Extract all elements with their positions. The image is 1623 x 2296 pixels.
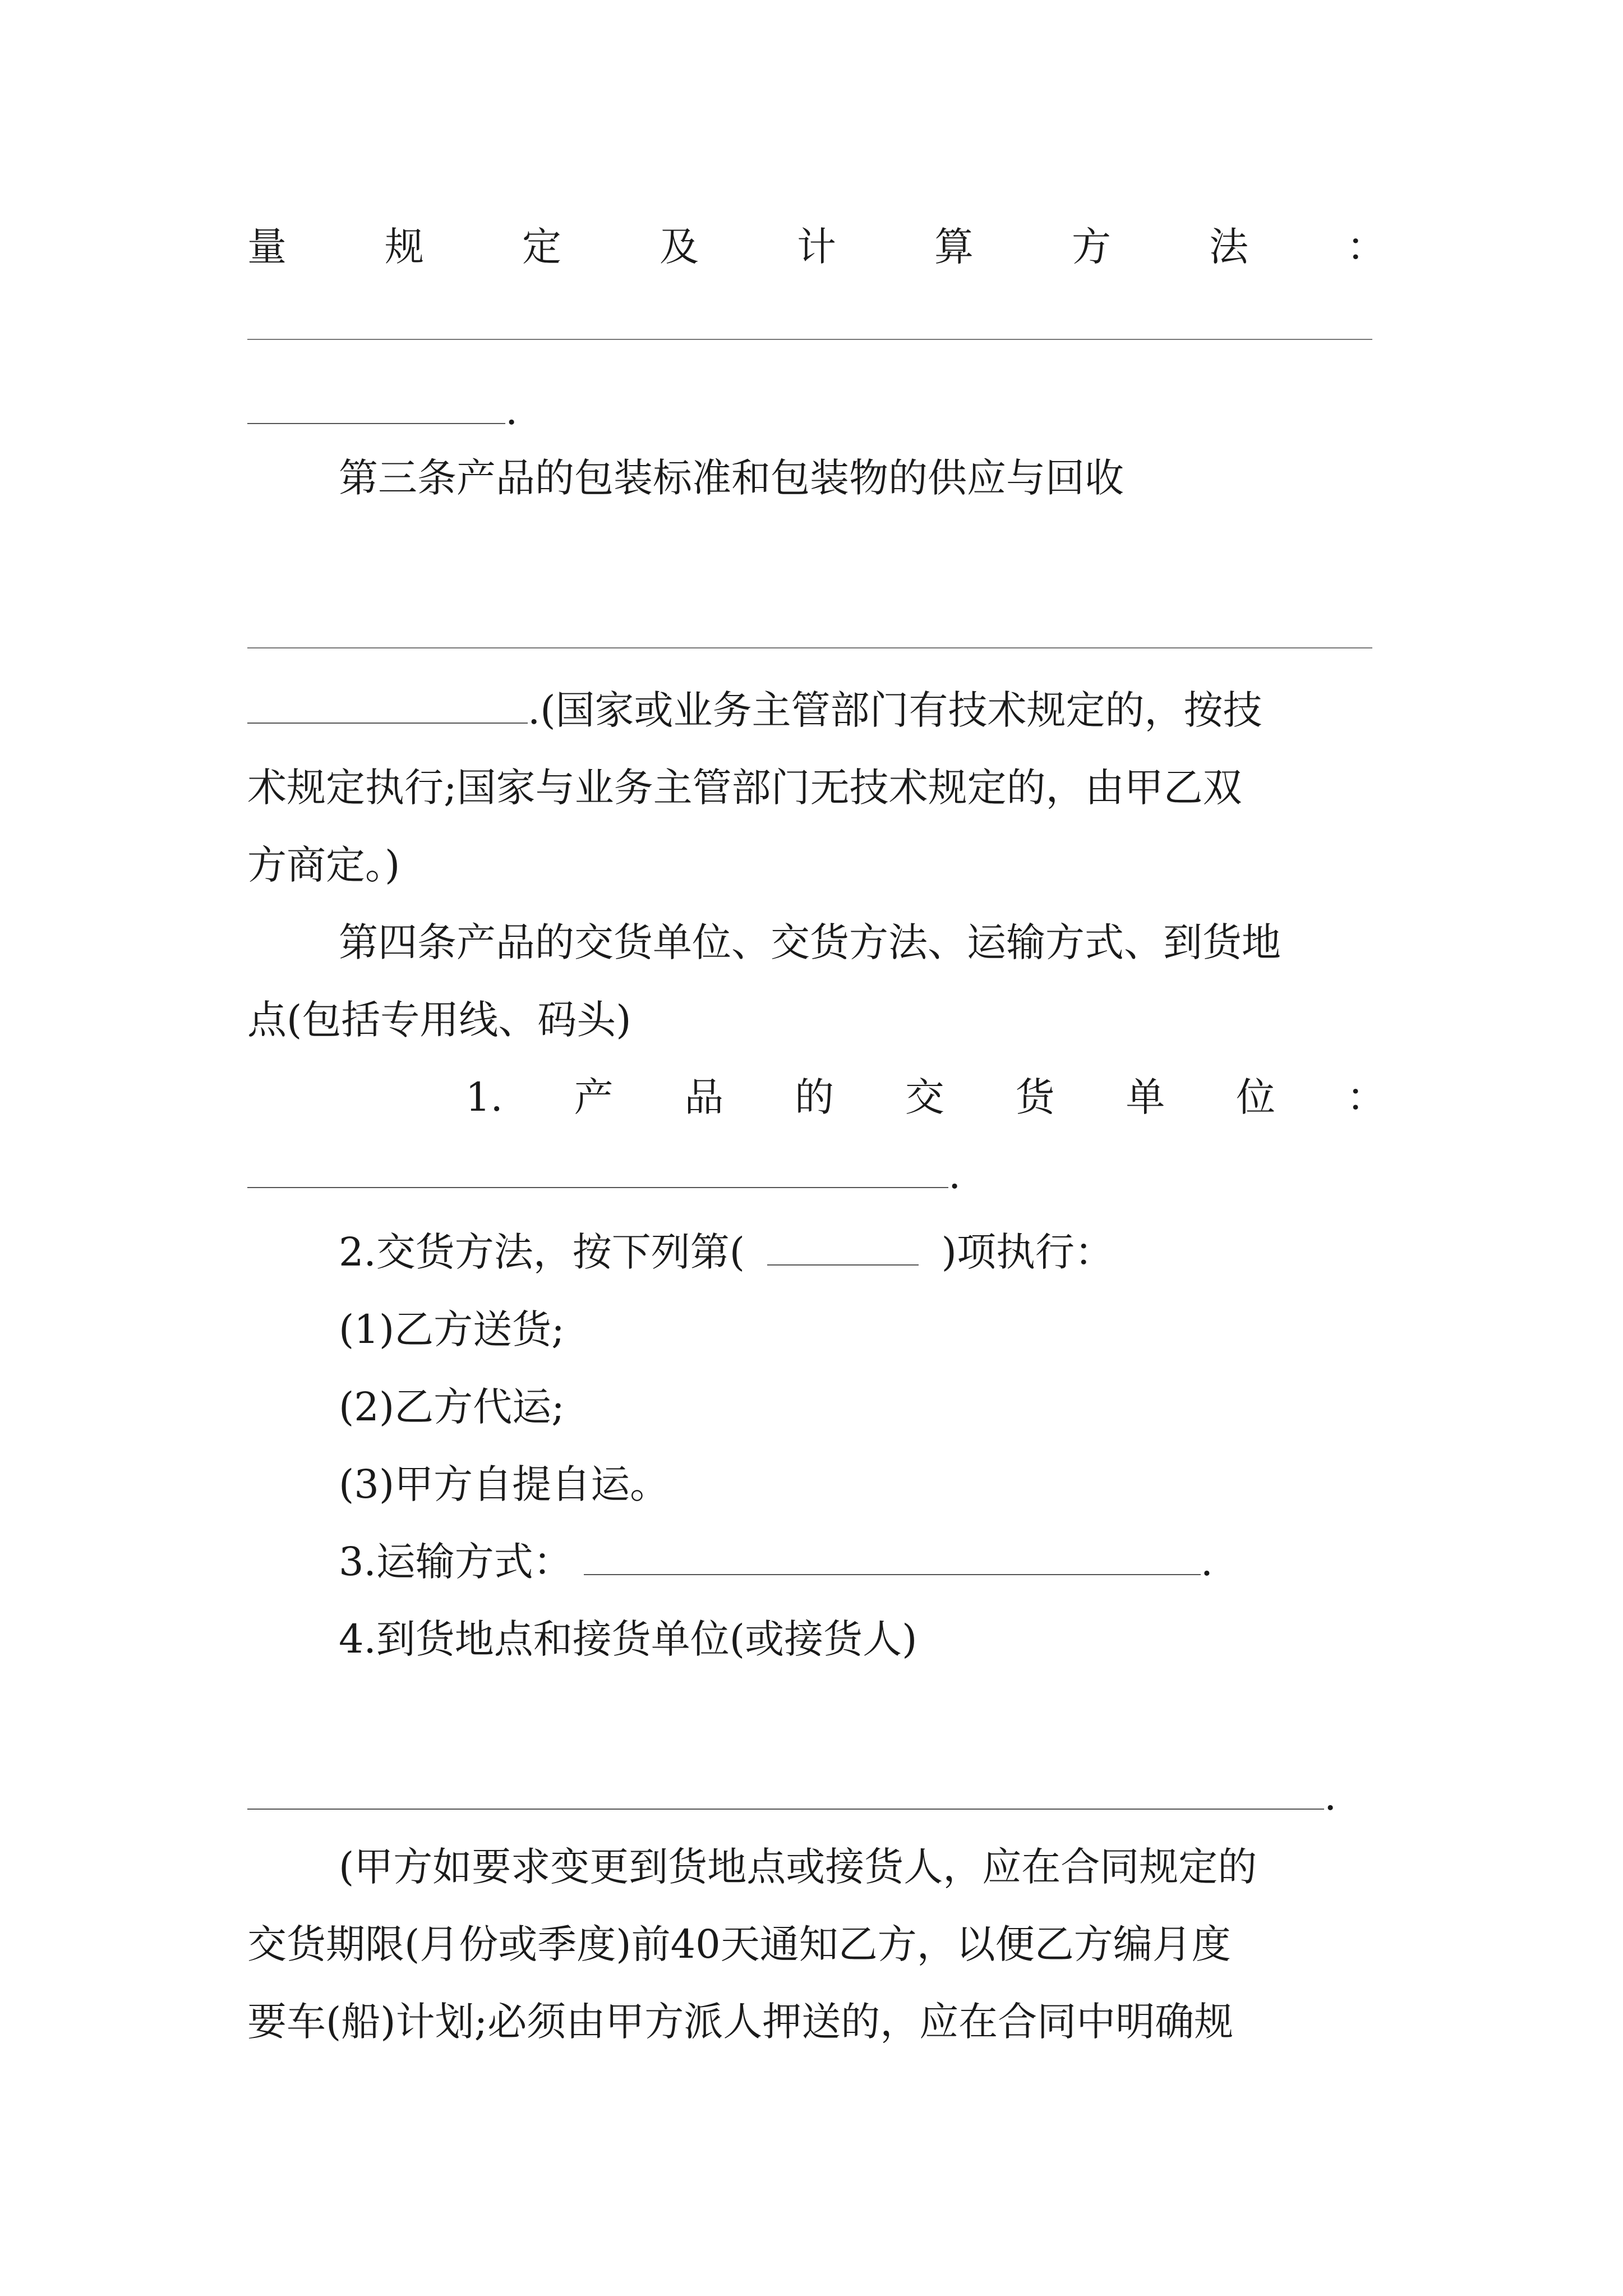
char: 及: [660, 224, 699, 270]
article-3-para-line-3: 方商定。): [247, 842, 400, 888]
item-4-fill-line: [247, 1769, 1389, 1823]
period: .: [1324, 1773, 1337, 1819]
char: 法: [1209, 224, 1248, 270]
period: .: [948, 1152, 961, 1198]
article-3-heading: 第三条产品的包装标准和包装物的供应与回收: [339, 455, 1124, 501]
char: 定: [522, 224, 561, 270]
article-4-heading-line-1: 第四条产品的交货单位、交货方法、运输方式、到货地: [339, 919, 1281, 965]
article-3-para-line-2: 术规定执行;国家与业务主管部门无技术规定的，由甲乙双: [247, 765, 1242, 811]
char: 规: [385, 224, 424, 270]
period: .: [1200, 1539, 1214, 1585]
blank-underline: [247, 387, 505, 424]
char: 品: [684, 1074, 724, 1120]
text: 3.运输方式：: [339, 1539, 573, 1585]
item-1-line: [465, 1070, 1386, 1124]
text: .(国家或业务主管部门有技术规定的，按技: [528, 687, 1262, 733]
article-4-heading-line-2: 点(包括专用线、码头): [247, 997, 631, 1043]
note-line-3: 要车(船)计划;必须由甲方派人押送的，应在合同中明确规: [247, 1999, 1234, 2045]
char: 方: [1072, 224, 1111, 270]
blank-underline: [247, 687, 528, 724]
option-1: (1)乙方送货;: [339, 1306, 565, 1352]
char: 交: [905, 1074, 944, 1120]
char: 1.: [465, 1074, 503, 1120]
option-3: (3)甲方自提自运。: [339, 1461, 670, 1507]
measurement-method-line: [247, 220, 1386, 274]
item-2-line: [339, 1225, 1480, 1279]
item-4-line: 4.到货地点和接货单位(或接货人): [339, 1616, 917, 1662]
item-3-line: [339, 1535, 1480, 1589]
article-3-para-line-1: [247, 683, 1389, 737]
char: 的: [795, 1074, 834, 1120]
fill-in-line: [247, 339, 1372, 340]
blank-underline: [247, 1151, 948, 1188]
note-line-2: 交货期限(月份或季度)前40天通知乙方，以便乙方编月度: [247, 1921, 1231, 1967]
fill-in-line: [247, 647, 1372, 648]
blank-underline: [767, 1228, 919, 1266]
char: ：: [1346, 1074, 1386, 1120]
char: 计: [797, 224, 836, 270]
blank-underline: [584, 1538, 1201, 1575]
char: 货: [1015, 1074, 1055, 1120]
char: 算: [934, 224, 974, 270]
text: )项执行：: [941, 1229, 1114, 1275]
text: 2.交货方法，按下列第(: [339, 1229, 745, 1275]
char: 量: [247, 224, 287, 270]
char: 产: [574, 1074, 614, 1120]
fill-in-line-end: [247, 384, 1389, 438]
char: 单: [1126, 1074, 1165, 1120]
option-2: (2)乙方代运;: [339, 1384, 565, 1430]
char: 位: [1236, 1074, 1276, 1120]
char: ：: [1347, 224, 1386, 270]
item-1-fill-line: [247, 1148, 1389, 1202]
blank-underline: [247, 1773, 1324, 1810]
period: .: [505, 388, 518, 434]
note-line-1: (甲方如要求变更到货地点或接货人，应在合同规定的: [339, 1844, 1257, 1890]
